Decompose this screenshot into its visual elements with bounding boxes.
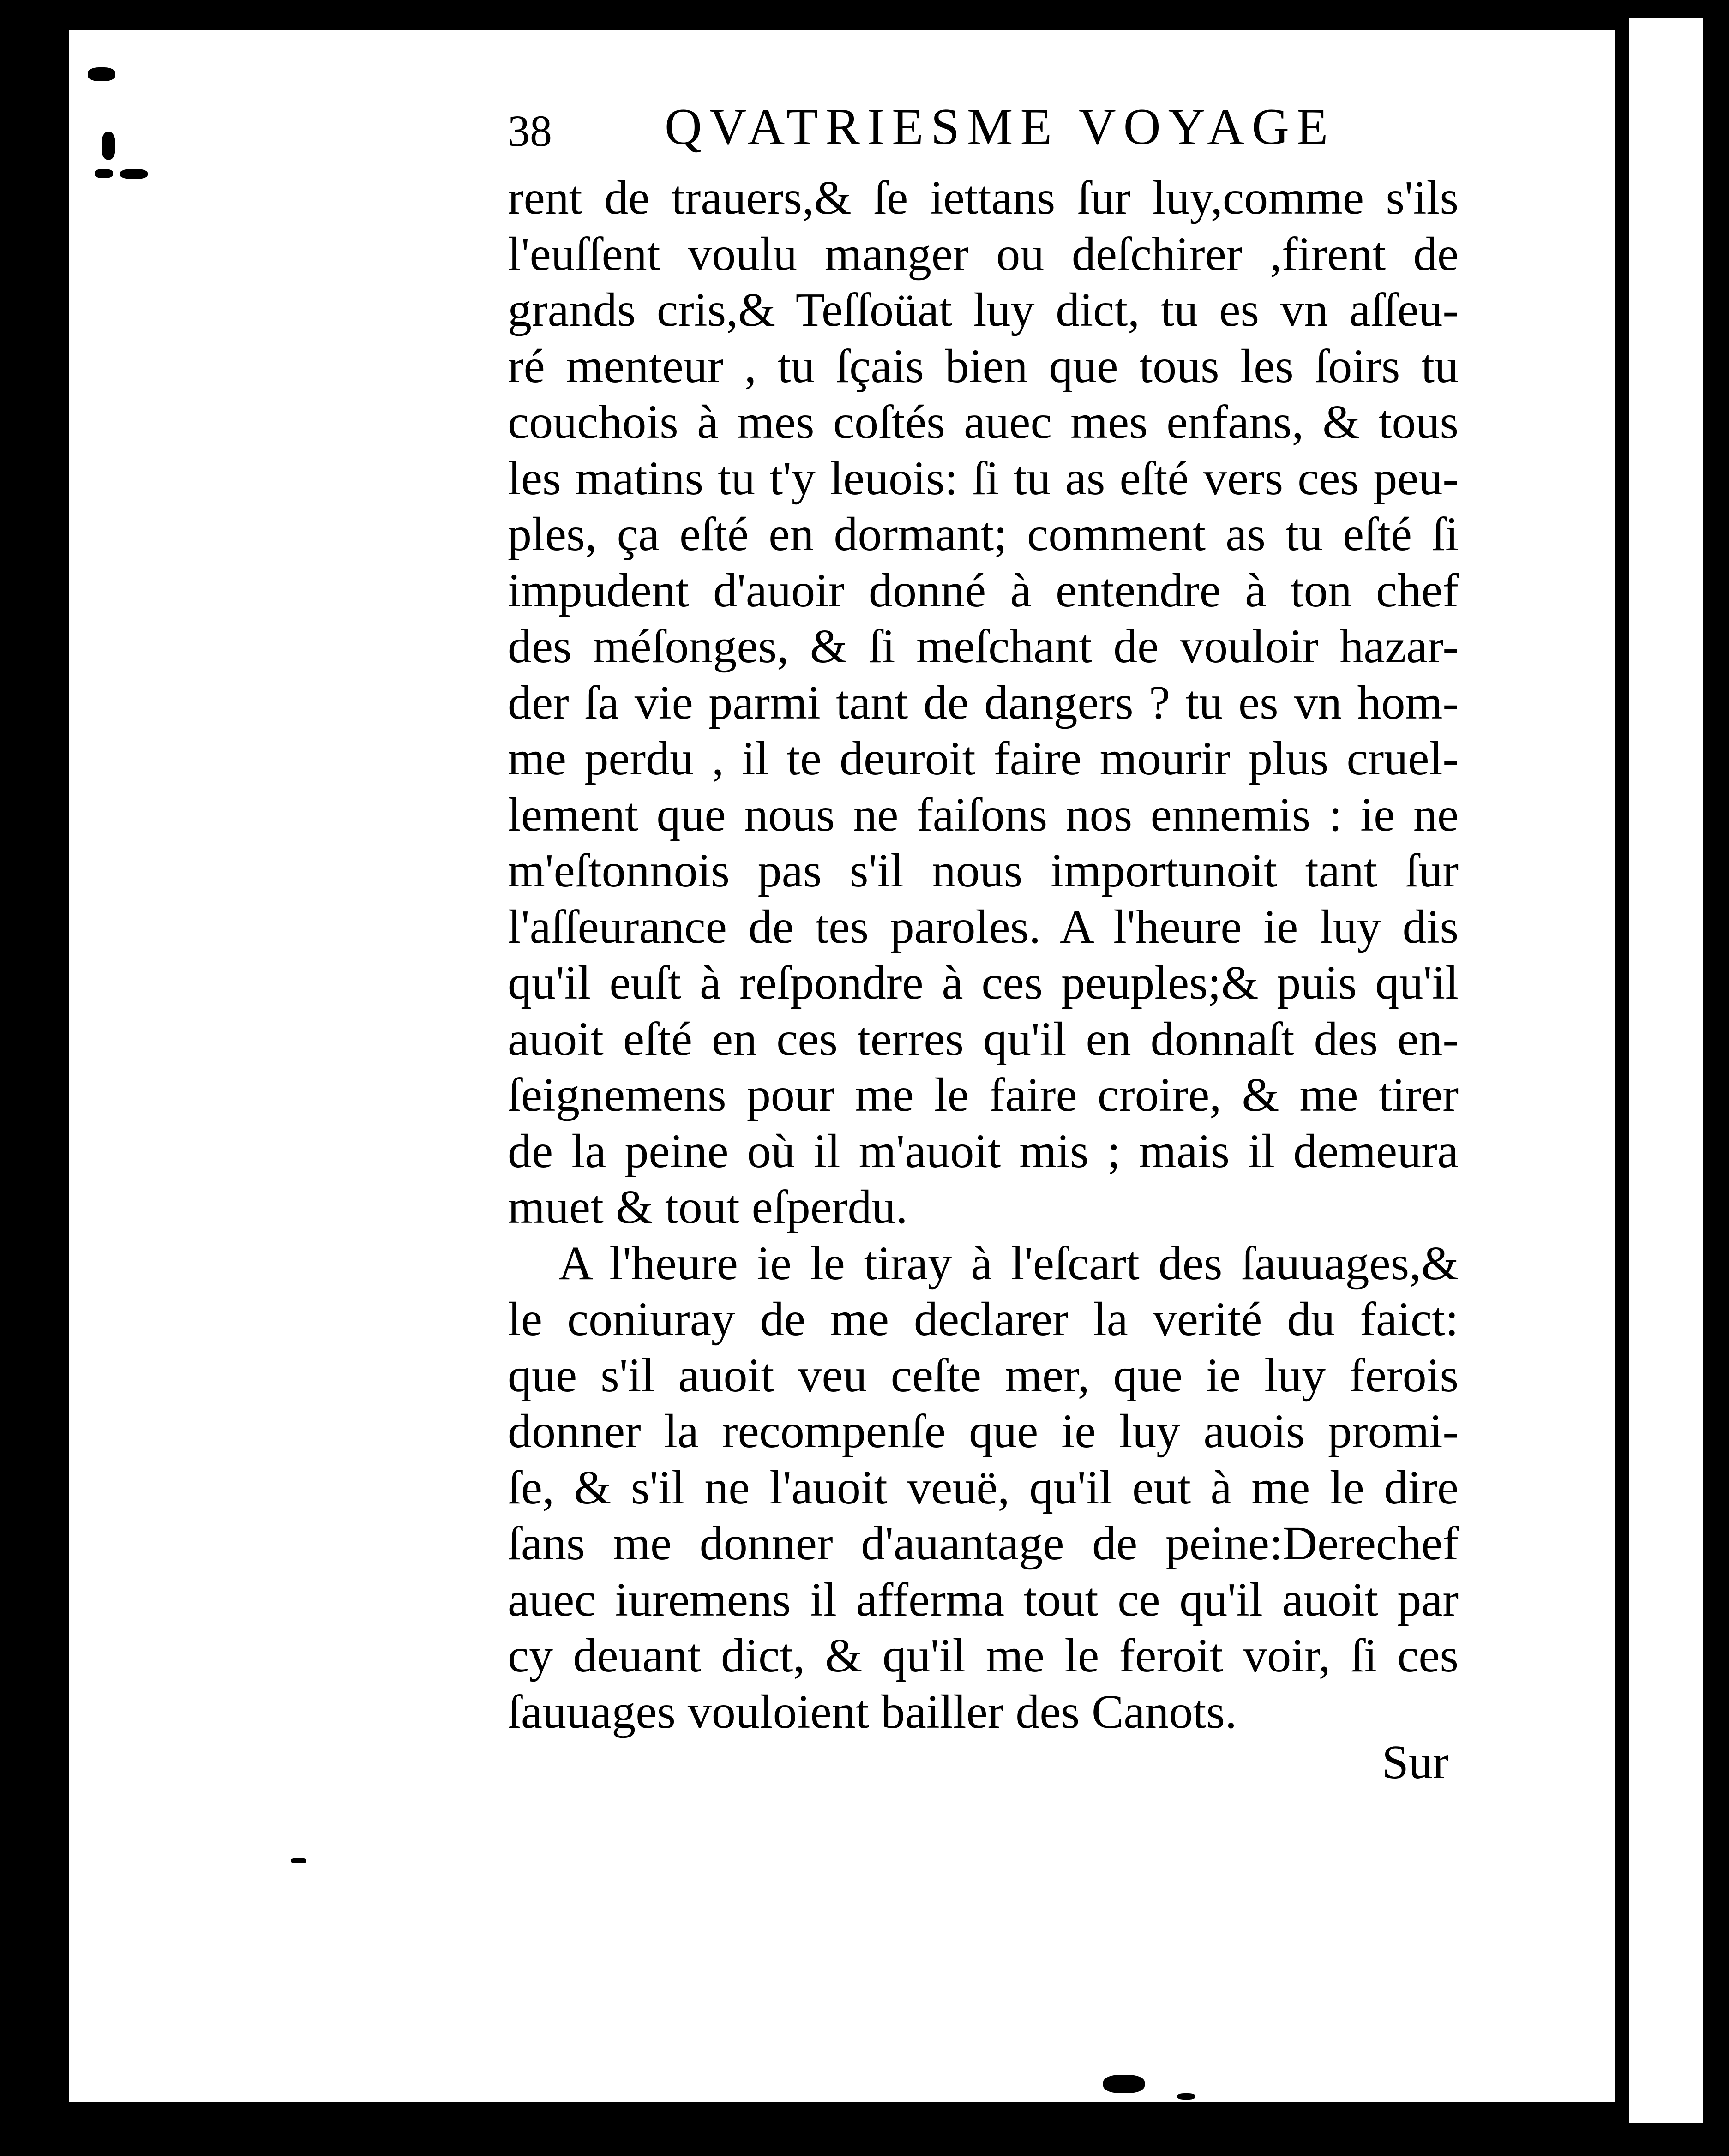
text-line: l'aſſeurance de tes paroles. A l'heure ie luy dis	[508, 900, 1459, 953]
text-line: des méſonges, & ſi meſchant de vouloir hazar-	[508, 620, 1459, 673]
text-line: l'euſſent voulu manger ou deſchirer ,firent de	[508, 227, 1459, 281]
text-line: der ſa vie parmi tant de dangers ? tu es vn hom-	[508, 676, 1459, 729]
text-line: m'eſtonnois pas s'il nous importunoit tant ſur	[508, 844, 1459, 897]
text-line: me perdu , il te deuroit faire mourir plus cruel-	[508, 732, 1459, 785]
text-line: qu'il euſt à reſpondre à ces peuples;& puis qu'il	[508, 956, 1459, 1009]
ink-speck	[1103, 2075, 1145, 2093]
running-title: QVATRIESME VOYAGE	[665, 98, 1336, 156]
running-head	[508, 97, 1523, 162]
text-line: ſans me donner d'auantage de peine:Derechef	[508, 1517, 1459, 1570]
ink-speck	[102, 132, 115, 160]
text-line: A l'heure ie le tiray à l'eſcart des ſauuages,&	[558, 1236, 1459, 1290]
text-line: couchois à mes coſtés auec mes enfans, & tous	[508, 395, 1459, 449]
text-line: ſeignemens pour me le faire croire, & me tirer	[508, 1068, 1459, 1121]
text-line: les matins tu t'y leuois: ſi tu as eſté vers ces peu-	[508, 451, 1459, 505]
ink-speck	[291, 1858, 306, 1863]
text-line: ſe, & s'il ne l'auoit veuë, qu'il eut à me le dire	[508, 1461, 1459, 1514]
text-line: auoit eſté en ces terres qu'il en donnaſt des en-	[508, 1012, 1459, 1066]
text-line: ré menteur , tu ſçais bien que tous les ſoirs tu	[508, 339, 1459, 393]
page-number: 38	[508, 106, 552, 156]
next-page-edge	[1629, 18, 1703, 2123]
text-line: muet & tout eſperdu.	[508, 1180, 908, 1234]
text-line: le coniuray de me declarer la verité du faict:	[508, 1293, 1459, 1346]
ink-speck	[95, 169, 113, 178]
text-line: que s'il auoit veu ceſte mer, que ie luy ferois	[508, 1348, 1459, 1402]
catchword: Sur	[1382, 1736, 1449, 1789]
gutter-shadow	[1615, 18, 1629, 2123]
text-line: auec iuremens il afferma tout ce qu'il auoit par	[508, 1573, 1459, 1626]
text-line: rent de trauers,& ſe iettans ſur luy,comme s'ils	[508, 171, 1459, 224]
text-line: lement que nous ne faiſons nos ennemis : ie ne	[508, 788, 1459, 841]
ink-speck	[120, 169, 148, 179]
text-line: grands cris,& Teſſoüat luy dict, tu es vn aſſeu-	[508, 283, 1459, 336]
text-line: ples, ça eſté en dormant; comment as tu eſté ſi	[508, 508, 1459, 561]
ink-speck	[1177, 2093, 1195, 2100]
text-line: de la peine où il m'auoit mis ; mais il demeura	[508, 1124, 1459, 1178]
text-line: donner la recompenſe que ie luy auois promi-	[508, 1405, 1459, 1458]
ink-speck	[88, 67, 115, 81]
text-line: ſauuages vouloient bailler des Canots.	[508, 1685, 1237, 1738]
text-line: cy deuant dict, & qu'il me le feroit voir, ſi ces	[508, 1629, 1459, 1682]
text-line: impudent d'auoir donné à entendre à ton chef	[508, 563, 1459, 617]
body-text	[508, 170, 1459, 1740]
